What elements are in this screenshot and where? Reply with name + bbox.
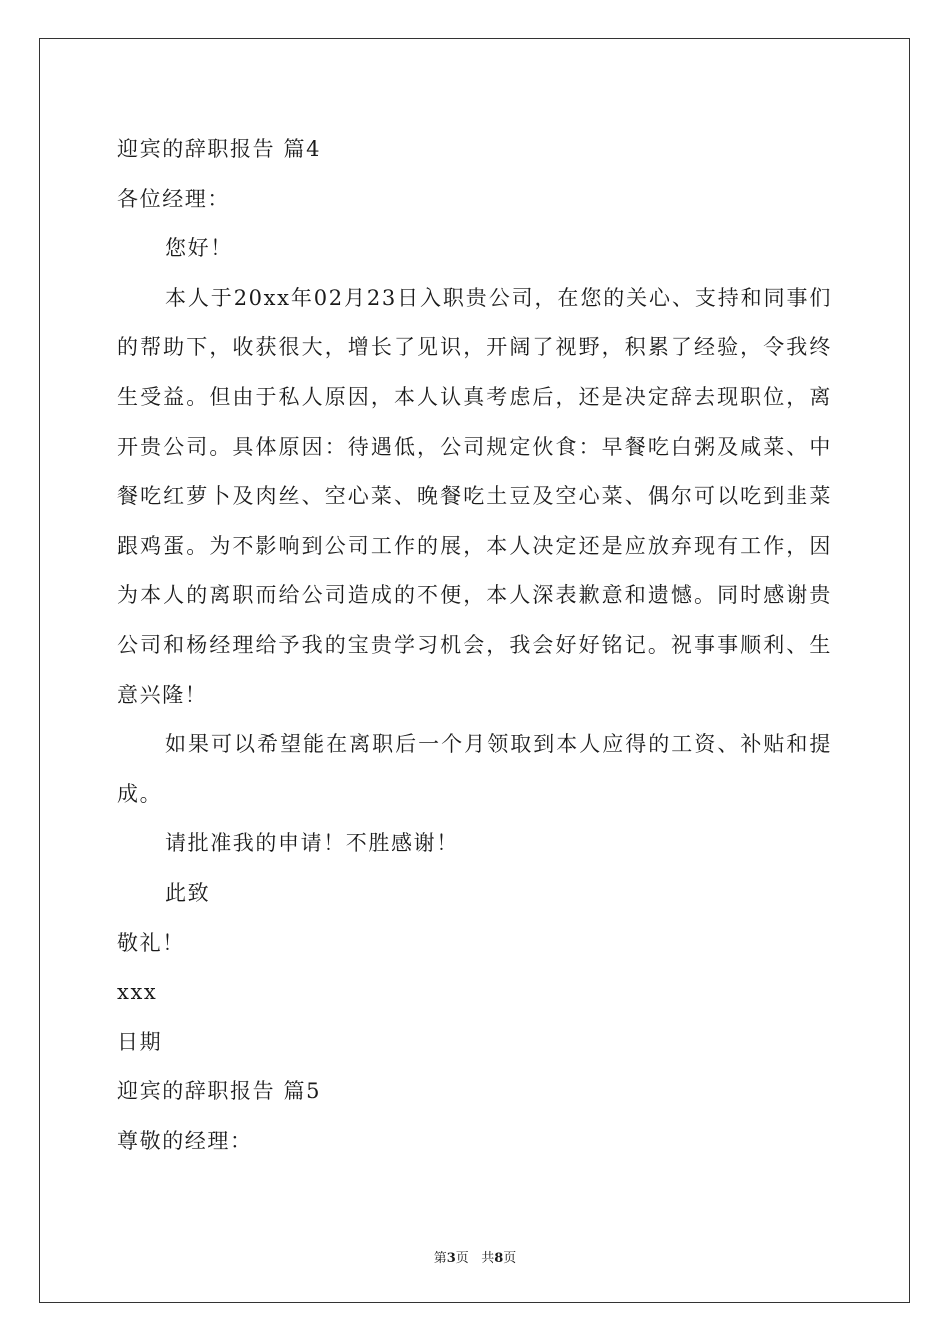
- footer-page-prefix: 第: [433, 1251, 447, 1266]
- greeting: 您好！: [165, 236, 233, 261]
- section-heading-5: 迎宾的辞职报告 篇5: [117, 1079, 322, 1104]
- closing-line-2: 敬礼！: [117, 930, 185, 955]
- page-footer: [0, 1247, 950, 1266]
- footer-total-prefix: 共: [481, 1251, 495, 1266]
- document-body: [117, 125, 832, 1166]
- body-paragraph-1: 本人于20xx年02月23日入职贵公司，在您的关心、支持和同事们的帮助下，收获很大，增长了见识，开阔了视野，积累了经验，令我终生受益。但由于私人原因，本人认真考虑后，还是决定辞去现职位，离开贵公司。具体原因：待遇低，公司规定伙食：早餐吃白粥及咸菜、中餐吃红萝卜及肉丝、空心菜、晚餐吃土豆及空心菜、偶尔可以吃到韭菜跟鸡蛋。为不影响到公司工作的展，本人决定还是应放弃现有工作，因为本人的离职而给公司造成的不便，本人深表歉意和遗憾。同时感谢贵公司和杨经理给予我的宝贵学习机会，我会好好铭记。祝事事顺利、生意兴隆！: [117, 285, 832, 707]
- body-paragraph-2: 如果可以希望能在离职后一个月领取到本人应得的工资、补贴和提成。: [117, 732, 832, 806]
- request-line: 请批准我的申请！不胜感谢！: [165, 831, 459, 856]
- date-line: 日期: [117, 1029, 163, 1054]
- closing-line-1: 此致: [165, 880, 211, 905]
- footer-total-number: 8: [494, 1251, 504, 1266]
- footer-page-number: 3: [446, 1251, 456, 1266]
- signature: xxx: [117, 980, 158, 1005]
- footer-total-suffix: 页: [503, 1251, 517, 1266]
- salutation-5: 尊敬的经理：: [117, 1128, 253, 1153]
- footer-page-suffix: 页: [455, 1251, 469, 1266]
- section-heading-4: 迎宾的辞职报告 篇4: [117, 137, 322, 161]
- salutation-4: 各位经理：: [117, 186, 230, 211]
